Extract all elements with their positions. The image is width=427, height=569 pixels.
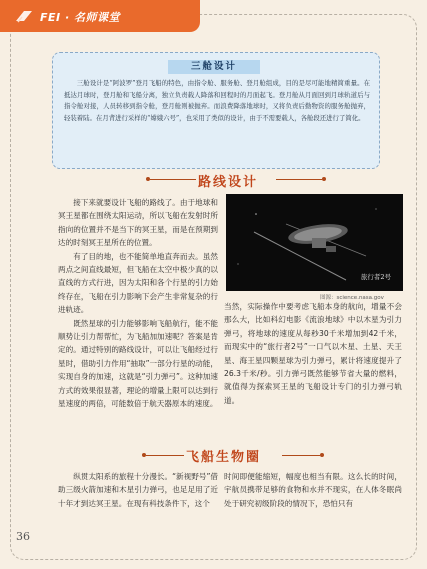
rocket-logo-icon — [14, 8, 34, 24]
heading-rule-right — [282, 455, 320, 456]
heading-dot-right — [322, 177, 326, 181]
bio-text-left — [58, 470, 218, 510]
bio-text-right — [224, 470, 402, 510]
route-text-left — [58, 196, 218, 411]
photo-caption: 旅行者2号 — [360, 273, 391, 281]
paragraph: 纵贯太阳系的旅程十分漫长。“新视野号”借助三级火箭加速和木星引力弹弓，也足足用了近十年才到达冥王星。在现有科技条件下，这个 — [58, 472, 218, 508]
voyager-photo — [226, 194, 403, 291]
heading-dot-left — [146, 177, 150, 181]
photo-credit: 图源：science.nasa.gov — [320, 295, 384, 301]
heading-dot-right — [320, 453, 324, 457]
section-title-biology: 飞船生物圈 — [186, 450, 262, 465]
info-text: 三舱设计是“阿波罗”登月飞船的特色，由指令舱、服务舱、登月舱组成，目的是尽可能地精简重量。在抵达月球时，登月舱和飞船分离，独立负责载人降落和回程时的月面起飞。登月舱从月面回到月球轨道后与指令舱对接，人员转移到指令舱，登月舱则被抛弃。而浪费降落地球时，又将负责后勤物资的服务舱抛弃，轻装着陆。在月背进行采样的“嫦娥六号”，也采用了类似的设计，由于不需要载人，各舱段还进行了简化。 — [64, 79, 370, 122]
header-title: FEI · 名师课堂 — [40, 11, 120, 24]
heading-dot-left — [142, 453, 146, 457]
route-text-right — [224, 300, 402, 407]
section-title-route: 路线设计 — [198, 175, 259, 190]
heading-rule-left — [150, 179, 196, 180]
heading-rule-right — [276, 179, 322, 180]
paragraph: 接下来就要设计飞船的路线了。由于地球和冥王星都在围绕太阳运动，所以飞船在发射时所指向的位置并不是当下的冥王星，而是在预期到达的时刻冥王星所在的位置。 — [58, 198, 218, 248]
paragraph: 既然星球的引力能够影响飞船航行，能不能顺势让引力帮帮忙，为飞船加加速呢？答案是肯定的。通过特别的路线设计，可以让飞船经过行星时，借助引力作用“抽取”一部分行星的动能，实现自身的加速，这就是“引力弹弓”。这种加速方式的效果很显著，理论的增量上限可以达到行星速度的两倍，可能数倍于航天器原本的速度。 — [58, 318, 218, 409]
page-number: 36 — [16, 530, 30, 543]
paragraph: 时间即便能缩短，幅度也相当有限。这么长的时间，宇航员携带足够的食物和水并不现实，在人体冬眠尚处于研究初级阶段的情况下，恐怕只有 — [224, 472, 402, 508]
paragraph: 有了目的地，也不能简单地直奔而去。虽然两点之间直线最短，但飞船在太空中极少真的以直线的方式行进，因为太阳和各个行星的引力始终存在，飞船在引力影响下会产生非常复杂的行进轨迹。 — [58, 251, 218, 315]
paragraph: 当然，实际操作中要考虑飞船本身的航向，增量不会那么大，比如科幻电影《流浪地球》中以木星为引力弹弓，将地球的速度从每秒30千米增加到42千米，而现实中的“旅行者2号”一口气以木星、土星、天王星、海王星四颗星球为引力弹弓，累计将速度提升了26.3千米/秒。引力弹弓既然能够节省大量的燃料，就值得为探索冥王星的飞船设计专门的引力弹弓轨道。 — [224, 302, 402, 405]
heading-rule-left — [146, 455, 184, 456]
page-header — [0, 0, 427, 40]
info-title: 三舱设计 — [190, 61, 237, 72]
